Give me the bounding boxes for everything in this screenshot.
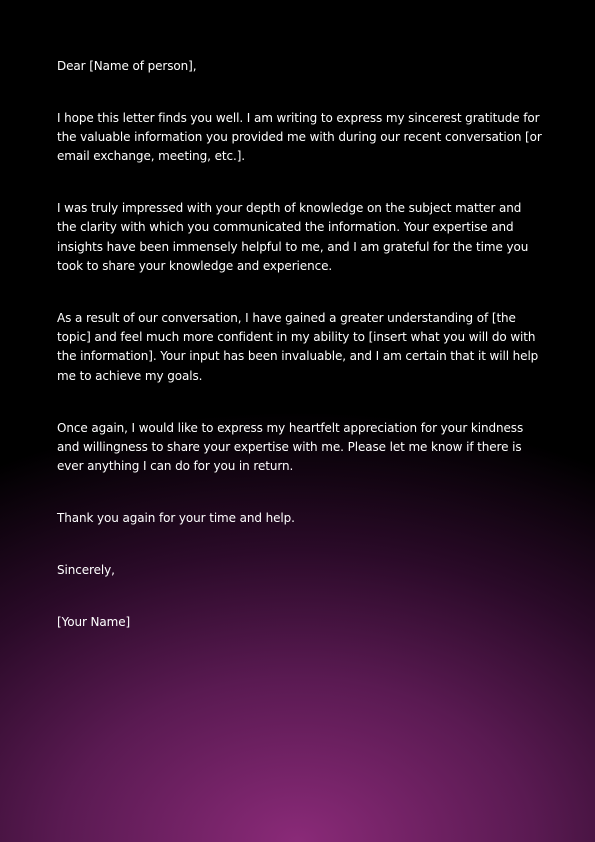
letter-body [57,57,542,664]
letter-paragraph-3: As a result of our conversation, I have gained a greater understanding of [the topic] and feel much more confident in my ability to [insert what you will do with the information]. Your input has been invaluable, and I am certain that it will help me to achieve my goals. [57,310,539,383]
letter-paragraph-1: I hope this letter finds you well. I am writing to express my sincerest gratitude for the valuable information you provided me with during our recent conversation [or email exchange, meeting, etc.]. [57,110,542,164]
letter-signature: [Your Name] [57,614,131,629]
letter-closing: Sincerely, [57,562,115,577]
letter-paragraph-2: I was truly impressed with your depth of knowledge on the subject matter and the clarity with which you communicated the information. Your expertise and insights have been immensely helpful to me, and I am grateful for the time you took to share your knowledge and experience. [57,201,529,274]
letter-paragraph-5: Thank you again for your time and help. [57,510,295,525]
letter-salutation: Dear [Name of person], [57,59,197,73]
letter-paragraph-4: Once again, I would like to express my heartfelt appreciation for your kindness and willingness to share your expertise with me. Please let me know if there is ever anything I can do for you in return. [57,420,524,474]
